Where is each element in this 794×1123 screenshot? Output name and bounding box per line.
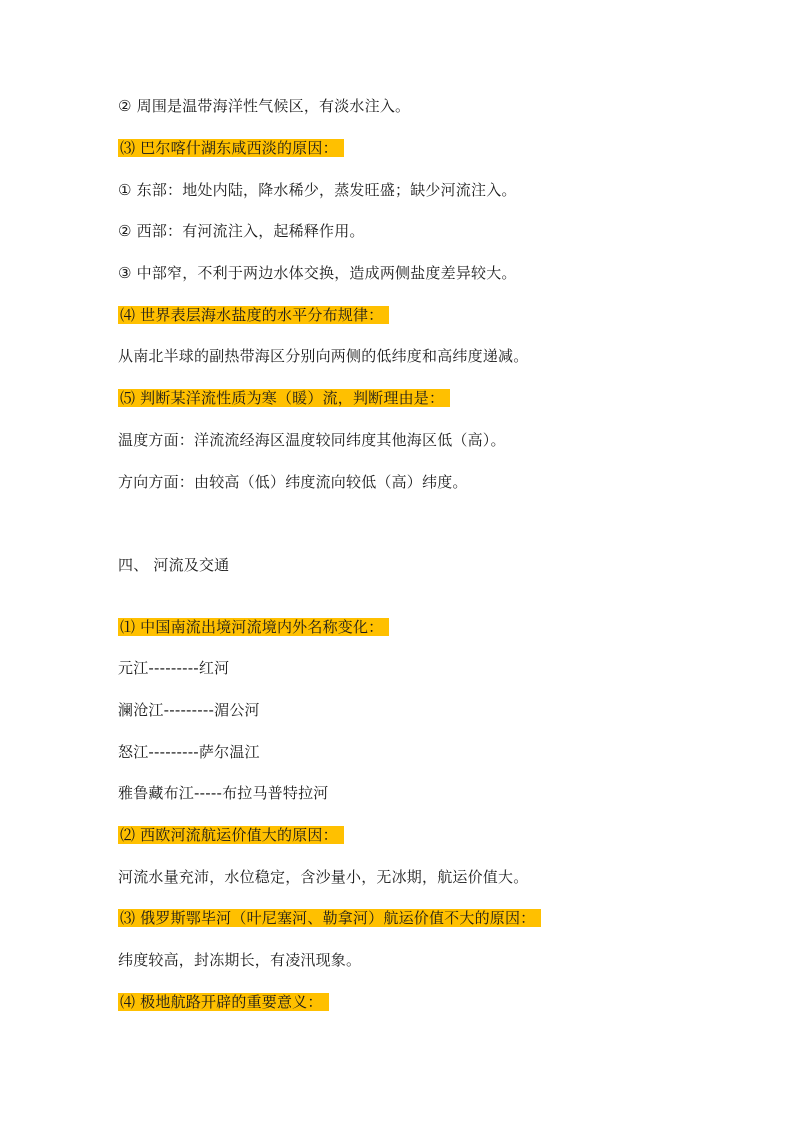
highlighted-heading	[118, 616, 389, 638]
highlighted-heading	[118, 824, 344, 846]
text-line	[118, 262, 517, 284]
highlighted-heading	[118, 991, 329, 1013]
line-text: 纬度较高，封冻期长，有凌汛现象。	[118, 951, 362, 969]
section-heading	[118, 554, 229, 576]
text-line	[118, 429, 506, 451]
line-text: ⑷ 极地航路开辟的重要意义：	[118, 993, 329, 1011]
line-text: 河流水量充沛，水位稳定，含沙量小，无冰期，航运价值大。	[118, 868, 529, 886]
text-line	[118, 866, 528, 888]
line-text: ⑴ 中国南流出境河流境内外名称变化：	[118, 618, 389, 636]
text-line	[118, 741, 260, 763]
text-line	[118, 782, 328, 804]
line-text: ② 西部：有河流注入，起稀释作用。	[118, 222, 365, 240]
line-text: 从南北半球的副热带海区分别向两侧的低纬度和高纬度递减。	[118, 347, 529, 365]
line-text: 雅鲁藏布江-----布拉马普特拉河	[118, 784, 329, 802]
text-line	[118, 471, 468, 493]
line-text: ⑷ 世界表层海水盐度的水平分布规律：	[118, 306, 389, 324]
line-text: 怒江---------萨尔温江	[118, 743, 260, 761]
line-text: ⑵ 西欧河流航运价值大的原因：	[118, 826, 344, 844]
highlighted-heading	[118, 137, 344, 159]
line-text: 澜沧江---------湄公河	[118, 701, 260, 719]
highlighted-heading	[118, 387, 450, 409]
text-line	[118, 179, 517, 201]
line-text: ⑶ 巴尔喀什湖东咸西淡的原因：	[118, 139, 344, 157]
line-text: 方向方面：由较高（低）纬度流向较低（高）纬度。	[118, 473, 468, 491]
highlighted-heading	[118, 907, 541, 929]
text-line	[118, 699, 260, 721]
highlighted-heading	[118, 304, 389, 326]
line-text: 四、 河流及交通	[118, 556, 230, 574]
line-text: ① 东部：地处内陆，降水稀少，蒸发旺盛；缺少河流注入。	[118, 181, 517, 199]
line-text: ② 周围是温带海洋性气候区，有淡水注入。	[118, 97, 411, 115]
text-line	[118, 345, 528, 367]
text-line	[118, 220, 365, 242]
line-text: ⑶ 俄罗斯鄂毕河（叶尼塞河、勒拿河）航运价值不大的原因：	[118, 909, 541, 927]
line-text: 元江---------红河	[118, 659, 230, 677]
text-line	[118, 949, 361, 971]
line-text: ⑸ 判断某洋流性质为寒（暖）流，判断理由是：	[118, 389, 450, 407]
line-text: ③ 中部窄，不利于两边水体交换，造成两侧盐度差异较大。	[118, 264, 517, 282]
line-text: 温度方面：洋流流经海区温度较同纬度其他海区低（高）。	[118, 431, 506, 449]
text-line	[118, 657, 229, 679]
text-line	[118, 95, 410, 117]
